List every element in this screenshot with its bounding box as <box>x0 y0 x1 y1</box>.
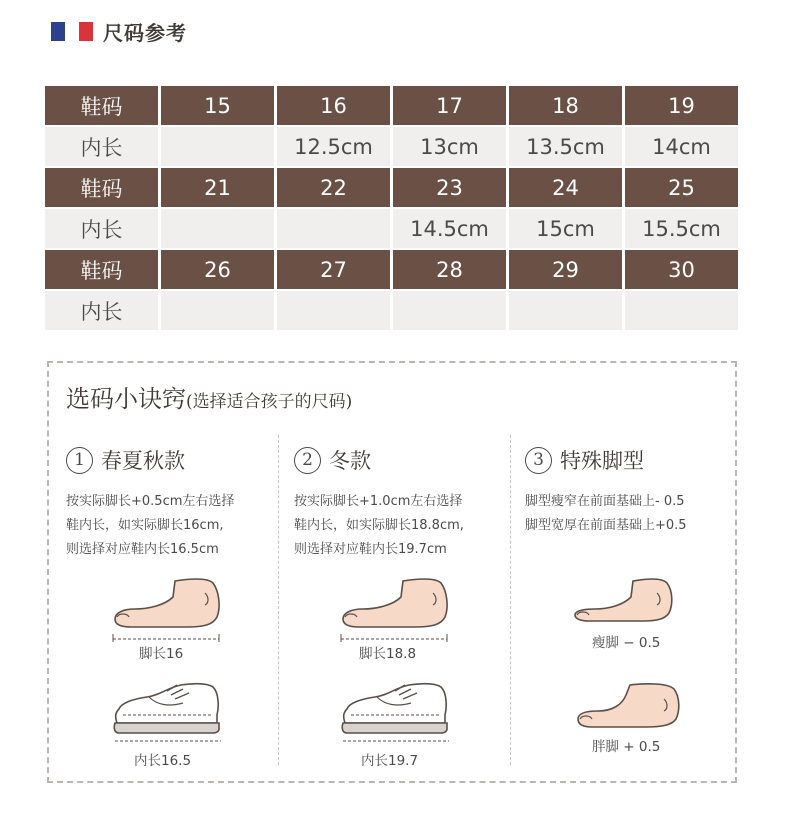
size-cell: 23 <box>393 168 506 207</box>
foot-length-caption: 脚长18.8 <box>357 642 418 662</box>
length-cell: 14cm <box>625 127 738 166</box>
length-cell: 13.5cm <box>509 127 622 166</box>
table-row <box>45 127 738 166</box>
tip-line: 则选择对应鞋内长19.7cm <box>294 542 447 557</box>
thin-foot-illustration <box>569 573 679 629</box>
row-label: 鞋码 <box>45 86 158 125</box>
tip-column-spring-summer <box>66 443 276 562</box>
length-cell <box>161 209 274 248</box>
table-row <box>45 209 738 248</box>
size-cell: 25 <box>625 168 738 207</box>
row-label: 内长 <box>45 127 158 166</box>
shoe-inner-length-caption: 内长19.7 <box>359 749 420 769</box>
table-row <box>45 250 738 289</box>
tips-heading: 选码小诀窍 <box>66 385 186 413</box>
size-cell: 28 <box>393 250 506 289</box>
tip-line: 按实际脚长+1.0cm左右选择 <box>294 494 463 509</box>
size-cell: 15 <box>161 86 274 125</box>
page-header <box>51 19 187 43</box>
flag-stripe-red <box>79 22 93 41</box>
wide-foot-caption: 胖脚 + 0.5 <box>590 735 662 755</box>
size-cell: 27 <box>277 250 390 289</box>
foot-illustration <box>107 573 227 643</box>
length-cell <box>277 209 390 248</box>
length-cell <box>509 291 622 330</box>
length-cell: 13cm <box>393 127 506 166</box>
step-number-badge: 3 <box>525 447 552 474</box>
tips-title <box>66 379 352 414</box>
row-label: 内长 <box>45 209 158 248</box>
size-cell: 18 <box>509 86 622 125</box>
size-cell: 26 <box>161 250 274 289</box>
table-row <box>45 168 738 207</box>
page-title: 尺码参考 <box>103 20 187 45</box>
thin-foot-caption: 瘦脚 − 0.5 <box>590 631 662 651</box>
tip-line: 按实际脚长+0.5cm左右选择 <box>66 494 235 509</box>
sizing-tips-box <box>47 361 737 783</box>
table-row <box>45 291 738 330</box>
wide-foot-illustration <box>574 681 684 733</box>
shoe-inner-length-caption: 内长16.5 <box>132 749 193 769</box>
length-cell: 15cm <box>509 209 622 248</box>
tip-line: 脚型宽厚在前面基础上+0.5 <box>525 518 687 533</box>
row-label: 鞋码 <box>45 168 158 207</box>
step-number-badge: 1 <box>66 447 93 474</box>
length-cell: 14.5cm <box>393 209 506 248</box>
tip-heading <box>294 443 504 477</box>
tip-title: 特殊脚型 <box>560 449 644 473</box>
column-divider <box>278 435 279 765</box>
tips-subtitle: (选择适合孩子的尺码) <box>186 392 353 412</box>
tip-title: 春夏秋款 <box>101 449 185 473</box>
tip-text <box>525 490 735 538</box>
length-cell <box>393 291 506 330</box>
tip-title: 冬款 <box>329 449 371 473</box>
tip-text <box>294 490 504 562</box>
shoe-illustration <box>109 681 229 743</box>
size-cell: 16 <box>277 86 390 125</box>
size-cell: 19 <box>625 86 738 125</box>
foot-length-caption: 脚长16 <box>137 642 185 662</box>
tip-line: 鞋内长，如实际脚长18.8cm, <box>294 518 464 533</box>
tip-line: 鞋内长，如实际脚长16cm, <box>66 518 224 533</box>
column-divider <box>510 435 511 765</box>
size-cell: 22 <box>277 168 390 207</box>
shoe-illustration <box>337 681 457 743</box>
tip-heading <box>525 443 735 477</box>
tip-line: 脚型瘦窄在前面基础上- 0.5 <box>525 494 685 509</box>
flag-stripe-blue <box>51 22 65 41</box>
size-cell: 30 <box>625 250 738 289</box>
tip-heading <box>66 443 276 477</box>
table-row <box>45 86 738 125</box>
row-label: 鞋码 <box>45 250 158 289</box>
length-cell <box>161 291 274 330</box>
length-cell: 12.5cm <box>277 127 390 166</box>
size-table <box>42 84 741 332</box>
french-flag-icon <box>51 22 93 41</box>
foot-illustration <box>335 573 455 643</box>
tip-column-winter <box>294 443 504 562</box>
flag-stripe-white <box>65 22 79 41</box>
length-cell: 15.5cm <box>625 209 738 248</box>
tip-line: 则选择对应鞋内长16.5cm <box>66 542 219 557</box>
tip-text <box>66 490 276 562</box>
length-cell <box>625 291 738 330</box>
size-cell: 21 <box>161 168 274 207</box>
row-label: 内长 <box>45 291 158 330</box>
size-cell: 24 <box>509 168 622 207</box>
length-cell <box>161 127 274 166</box>
tip-column-special-feet <box>525 443 735 538</box>
size-cell: 17 <box>393 86 506 125</box>
length-cell <box>277 291 390 330</box>
step-number-badge: 2 <box>294 447 321 474</box>
size-cell: 29 <box>509 250 622 289</box>
